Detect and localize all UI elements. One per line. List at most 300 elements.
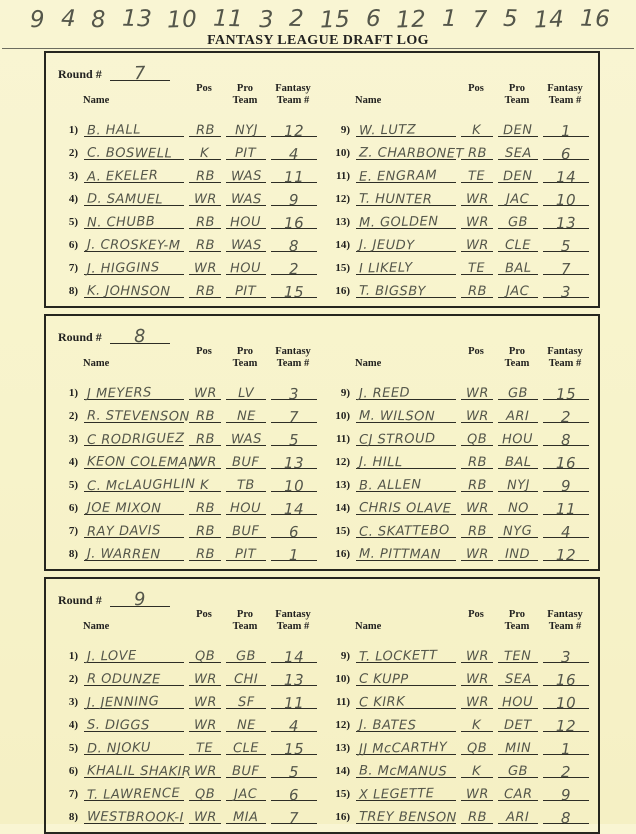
draft-pick-row — [58, 446, 316, 473]
position-field: WR — [461, 182, 493, 206]
header-pro-team: Pro Team — [504, 609, 530, 632]
draft-pick-row — [330, 275, 588, 302]
pro-team-field: HOU — [226, 491, 266, 515]
pro-team-field: JAC — [498, 182, 538, 206]
player-name-field: M. PITTMAN — [356, 537, 456, 561]
round-number-handwritten: 9 — [133, 588, 147, 611]
player-name-field: D. NJOKU — [84, 731, 184, 755]
draft-pick-row — [330, 160, 588, 187]
header-pro-team: Pro Team — [504, 83, 530, 106]
header-fantasy-team: Fantasy Team # — [275, 83, 311, 106]
pick-number-label: 11) — [335, 433, 350, 445]
position-field: WR — [461, 228, 493, 252]
position-field: WR — [189, 662, 221, 686]
pick-number-label: 2) — [68, 673, 78, 685]
position-field: RB — [189, 422, 221, 446]
fantasy-team-field: 2 — [543, 399, 589, 423]
pro-team-field: WAS — [226, 228, 266, 252]
player-name-field: M. GOLDEN — [356, 205, 456, 229]
fantasy-team-field: 14 — [271, 639, 317, 663]
draft-pick-row — [330, 446, 588, 473]
pick-number-label: 6) — [68, 502, 78, 514]
draft-pick-row — [58, 732, 316, 759]
pro-team-field: JAC — [498, 274, 538, 298]
position-field: RB — [189, 399, 221, 423]
fantasy-team-field: 5 — [271, 754, 317, 778]
pro-team-field: GB — [498, 205, 538, 229]
draft-pick-row — [330, 663, 588, 690]
player-name-field: B. ALLEN — [356, 468, 456, 492]
fantasy-team-field: 4 — [271, 708, 317, 732]
header-spacer — [330, 346, 350, 376]
pick-number-label: 7) — [68, 525, 78, 537]
header-name: Name — [83, 95, 110, 106]
header-spacer — [330, 609, 350, 639]
pro-team-field: HOU — [498, 685, 538, 709]
header-pos: Pos — [468, 346, 484, 357]
player-name-field: JJ McCARTHY — [356, 731, 456, 755]
draft-order-number: 15 — [319, 6, 351, 34]
position-field: RB — [189, 205, 221, 229]
draft-pick-row — [330, 229, 588, 256]
draft-order-number: 16 — [579, 5, 611, 33]
draft-pick-row — [58, 663, 316, 690]
pick-number-label: 4) — [68, 456, 78, 468]
position-field: WR — [189, 251, 221, 275]
fantasy-team-field: 12 — [543, 537, 589, 561]
fantasy-team-field: 10 — [543, 685, 589, 709]
pick-number-label: 13) — [335, 216, 350, 228]
pick-number-label: 16) — [335, 811, 350, 823]
fantasy-team-field: 8 — [543, 422, 589, 446]
player-name-field: K. JOHNSON — [84, 274, 184, 298]
header-spacer — [330, 83, 350, 113]
pro-team-field: BUF — [226, 514, 266, 538]
header-pos: Pos — [196, 346, 212, 357]
fantasy-team-field: 3 — [543, 274, 589, 298]
position-field: WR — [461, 639, 493, 663]
pro-team-field: MIA — [226, 800, 266, 824]
draft-pick-row — [330, 640, 588, 667]
pick-number-label: 1) — [68, 650, 78, 662]
draft-pick-row — [58, 778, 316, 805]
player-name-field: C. BOSWELL — [84, 136, 184, 160]
player-name-field: J. JENNING — [84, 685, 184, 709]
header-pos: Pos — [468, 83, 484, 94]
fantasy-team-field: 6 — [543, 136, 589, 160]
draft-pick-row — [58, 160, 316, 187]
round-section — [44, 314, 600, 571]
fantasy-team-field: 16 — [543, 445, 589, 469]
pick-number-label: 13) — [335, 742, 350, 754]
round-columns — [58, 346, 588, 565]
fantasy-team-field: 10 — [271, 468, 317, 492]
draft-pick-row — [58, 275, 316, 302]
draft-pick-row — [330, 114, 588, 141]
position-field: QB — [461, 422, 493, 446]
player-name-field: J. JEUDY — [356, 228, 456, 252]
pro-team-field: TB — [226, 468, 266, 492]
pro-team-field: WAS — [226, 422, 266, 446]
player-name-field: T. LAWRENCE — [84, 777, 184, 801]
draft-pick-row — [330, 732, 588, 759]
fantasy-team-field: 7 — [271, 399, 317, 423]
draft-order-number: 8 — [90, 6, 107, 34]
draft-pick-row — [330, 423, 588, 450]
header-spacer — [58, 346, 78, 376]
position-field: QB — [189, 639, 221, 663]
pro-team-field: CAR — [498, 777, 538, 801]
draft-pick-row — [58, 709, 316, 736]
position-field: TE — [461, 159, 493, 183]
draft-pick-row — [58, 229, 316, 256]
fantasy-team-field: 15 — [271, 731, 317, 755]
picks-group-left — [58, 83, 316, 302]
fantasy-team-field: 7 — [543, 251, 589, 275]
column-headers — [58, 83, 316, 113]
round-number-handwritten: 8 — [133, 325, 147, 348]
pick-number-label: 9) — [340, 387, 350, 399]
pick-number-label: 1) — [68, 124, 78, 136]
pro-team-field: SEA — [498, 136, 538, 160]
pro-team-field: NE — [226, 399, 266, 423]
draft-pick-row — [58, 801, 316, 828]
picks-group-left — [58, 346, 316, 565]
draft-order-number: 1 — [441, 5, 458, 33]
header-name: Name — [355, 358, 382, 369]
position-field: WR — [189, 376, 221, 400]
draft-pick-row — [58, 686, 316, 713]
position-field: QB — [189, 777, 221, 801]
pick-number-label: 16) — [335, 285, 350, 297]
round-number-line — [110, 588, 170, 611]
column-headers — [58, 346, 316, 376]
position-field: RB — [461, 274, 493, 298]
position-field: WR — [461, 685, 493, 709]
header-fantasy-team: Fantasy Team # — [275, 346, 311, 369]
column-headers — [330, 83, 588, 113]
pick-number-label: 5) — [68, 479, 78, 491]
header-pro-team: Pro Team — [504, 346, 530, 369]
draft-pick-row — [330, 206, 588, 233]
draft-pick-row — [58, 183, 316, 210]
column-headers — [58, 609, 316, 639]
round-columns — [58, 609, 588, 828]
fantasy-team-field: 5 — [543, 228, 589, 252]
player-name-field: S. DIGGS — [84, 708, 184, 732]
player-name-field: R. STEVENSON — [84, 399, 184, 423]
draft-pick-row — [330, 492, 588, 519]
pro-team-field: HOU — [226, 205, 266, 229]
pick-number-label: 2) — [68, 410, 78, 422]
player-name-field: J. HILL — [356, 445, 456, 469]
player-name-field: KEON COLEMAN — [84, 445, 184, 469]
round-label: Round # — [58, 67, 102, 81]
player-name-field: E. ENGRAM — [356, 159, 456, 183]
position-field: TE — [461, 251, 493, 275]
pro-team-field: LV — [226, 376, 266, 400]
title-rule — [2, 33, 634, 49]
player-name-field: C KUPP — [356, 662, 456, 686]
player-name-field: B. McMANUS — [356, 754, 456, 778]
pro-team-field: TEN — [498, 639, 538, 663]
pro-team-field: SEA — [498, 662, 538, 686]
pick-number-label: 15) — [335, 525, 350, 537]
pro-team-field: SF — [226, 685, 266, 709]
round-section — [44, 51, 600, 308]
pro-team-field: GB — [498, 754, 538, 778]
draft-pick-row — [58, 423, 316, 450]
pro-team-field: IND — [498, 537, 538, 561]
pro-team-field: GB — [226, 639, 266, 663]
pick-number-label: 12) — [335, 456, 350, 468]
pick-number-label: 4) — [68, 719, 78, 731]
round-label: Round # — [58, 593, 102, 607]
pick-number-label: 15) — [335, 788, 350, 800]
pick-number-label: 15) — [335, 262, 350, 274]
pick-number-label: 3) — [68, 433, 78, 445]
draft-pick-row — [330, 801, 588, 828]
draft-pick-row — [58, 114, 316, 141]
position-field: WR — [189, 182, 221, 206]
position-field: RB — [189, 491, 221, 515]
fantasy-team-field: 8 — [271, 228, 317, 252]
position-field: WR — [461, 376, 493, 400]
header-name: Name — [83, 358, 110, 369]
position-field: WR — [461, 537, 493, 561]
fantasy-team-field: 15 — [271, 274, 317, 298]
pro-team-field: NYG — [498, 514, 538, 538]
draft-order-number: 2 — [289, 5, 305, 33]
player-name-field: J. REED — [356, 376, 456, 400]
fantasy-team-field: 1 — [543, 113, 589, 137]
header-fantasy-team: Fantasy Team # — [547, 346, 583, 369]
player-name-field: JOE MIXON — [84, 491, 184, 515]
fantasy-team-field: 8 — [543, 800, 589, 824]
pick-number-label: 10) — [335, 147, 350, 159]
pro-team-field: GB — [498, 376, 538, 400]
fantasy-team-field: 5 — [271, 422, 317, 446]
pick-number-label: 12) — [335, 719, 350, 731]
round-label: Round # — [58, 330, 102, 344]
player-name-field: J. WARREN — [84, 537, 184, 561]
fantasy-team-field: 9 — [271, 182, 317, 206]
pro-team-field: BAL — [498, 445, 538, 469]
fantasy-team-field: 11 — [271, 685, 317, 709]
header-fantasy-team: Fantasy Team # — [547, 609, 583, 632]
draft-pick-row — [58, 377, 316, 404]
pro-team-field: NYJ — [498, 468, 538, 492]
header-name: Name — [355, 621, 382, 632]
fantasy-team-field: 16 — [543, 662, 589, 686]
player-name-field: T. HUNTER — [356, 182, 456, 206]
fantasy-team-field: 7 — [271, 800, 317, 824]
draft-pick-row — [330, 400, 588, 427]
position-field: RB — [461, 445, 493, 469]
draft-pick-row — [58, 206, 316, 233]
draft-pick-row — [58, 515, 316, 542]
draft-order-row — [0, 0, 636, 33]
position-field: RB — [189, 113, 221, 137]
pick-number-label: 9) — [340, 650, 350, 662]
player-name-field: C KIRK — [356, 685, 456, 709]
fantasy-team-field: 1 — [271, 537, 317, 561]
draft-pick-row — [330, 755, 588, 782]
fantasy-team-field: 14 — [543, 159, 589, 183]
position-field: RB — [461, 514, 493, 538]
fantasy-team-field: 10 — [543, 182, 589, 206]
fantasy-team-field: 9 — [543, 468, 589, 492]
position-field: WR — [461, 205, 493, 229]
player-name-field: R ODUNZE — [84, 662, 184, 686]
position-field: RB — [461, 468, 493, 492]
pro-team-field: DEN — [498, 113, 538, 137]
header-spacer — [58, 83, 78, 113]
draft-pick-row — [58, 400, 316, 427]
picks-group-left — [58, 609, 316, 828]
header-pos: Pos — [468, 609, 484, 620]
fantasy-team-field: 11 — [271, 159, 317, 183]
pro-team-field: HOU — [226, 251, 266, 275]
draft-pick-row — [330, 709, 588, 736]
position-field: RB — [461, 800, 493, 824]
draft-order-number: 10 — [167, 6, 199, 34]
draft-order-number: 9 — [29, 6, 46, 34]
player-name-field: D. SAMUEL — [84, 182, 184, 206]
position-field: QB — [461, 731, 493, 755]
position-field: WR — [189, 445, 221, 469]
round-header — [58, 320, 588, 348]
pro-team-field: PIT — [226, 274, 266, 298]
position-field: WR — [189, 708, 221, 732]
pick-number-label: 7) — [68, 262, 78, 274]
draft-pick-row — [330, 469, 588, 496]
draft-pick-row — [330, 137, 588, 164]
header-spacer — [58, 609, 78, 639]
pro-team-field: NYJ — [226, 113, 266, 137]
draft-order-number: 12 — [395, 6, 428, 34]
position-field: RB — [189, 159, 221, 183]
picks-group-right — [330, 83, 588, 302]
draft-order-number: 11 — [212, 5, 244, 33]
pick-number-label: 14) — [335, 239, 350, 251]
pick-number-label: 8) — [68, 548, 78, 560]
pick-number-label: 8) — [68, 285, 78, 297]
player-name-field: N. CHUBB — [84, 205, 184, 229]
position-field: WR — [461, 399, 493, 423]
fantasy-team-field: 9 — [543, 777, 589, 801]
draft-order-number: 5 — [502, 5, 519, 33]
round-number-line — [110, 62, 170, 85]
pro-team-field: NO — [498, 491, 538, 515]
header-fantasy-team: Fantasy Team # — [275, 609, 311, 632]
position-field: WR — [461, 662, 493, 686]
draft-order-number: 6 — [365, 5, 382, 33]
pro-team-field: BUF — [226, 754, 266, 778]
position-field: RB — [461, 136, 493, 160]
draft-pick-row — [330, 515, 588, 542]
fantasy-team-field: 12 — [271, 113, 317, 137]
position-field: K — [189, 468, 221, 492]
fantasy-team-field: 3 — [543, 639, 589, 663]
draft-pick-row — [330, 538, 588, 565]
pick-number-label: 7) — [68, 788, 78, 800]
player-name-field: M. WILSON — [356, 399, 456, 423]
player-name-field: CJ STROUD — [356, 422, 456, 446]
pro-team-field: ARI — [498, 399, 538, 423]
pick-number-label: 14) — [335, 765, 350, 777]
player-name-field: C RODRIGUEZ — [84, 422, 184, 446]
fantasy-team-field: 15 — [543, 376, 589, 400]
fantasy-team-field: 1 — [543, 731, 589, 755]
header-pos: Pos — [196, 83, 212, 94]
pro-team-field: DEN — [498, 159, 538, 183]
pick-number-label: 6) — [68, 765, 78, 777]
position-field: WR — [461, 777, 493, 801]
player-name-field: T. LOCKETT — [356, 639, 456, 663]
draft-pick-row — [330, 778, 588, 805]
player-name-field: W. LUTZ — [356, 113, 456, 137]
player-name-field: J. LOVE — [84, 639, 184, 663]
pick-number-label: 14) — [335, 502, 350, 514]
pro-team-field: CHI — [226, 662, 266, 686]
position-field: WR — [189, 685, 221, 709]
player-name-field: A. EKELER — [84, 159, 184, 183]
position-field: K — [461, 708, 493, 732]
pick-number-label: 3) — [68, 696, 78, 708]
round-header — [58, 57, 588, 85]
player-name-field: J. BATES — [356, 708, 456, 732]
pick-number-label: 3) — [68, 170, 78, 182]
position-field: K — [189, 136, 221, 160]
fantasy-team-field: 13 — [543, 205, 589, 229]
player-name-field: I LIKELY — [356, 251, 456, 275]
fantasy-team-field: 11 — [543, 491, 589, 515]
draft-pick-row — [58, 137, 316, 164]
header-fantasy-team: Fantasy Team # — [547, 83, 583, 106]
pro-team-field: NE — [226, 708, 266, 732]
pro-team-field: CLE — [226, 731, 266, 755]
player-name-field: J. CROSKEY-M — [84, 228, 184, 252]
pick-number-label: 10) — [335, 410, 350, 422]
pick-number-label: 1) — [68, 387, 78, 399]
pro-team-field: BUF — [226, 445, 266, 469]
pro-team-field: JAC — [226, 777, 266, 801]
player-name-field: WESTBROOK-I — [84, 800, 184, 824]
draft-pick-row — [330, 377, 588, 404]
fantasy-team-field: 3 — [271, 376, 317, 400]
pro-team-field: BAL — [498, 251, 538, 275]
header-pro-team: Pro Team — [232, 346, 258, 369]
pro-team-field: CLE — [498, 228, 538, 252]
player-name-field: T. BIGSBY — [356, 274, 456, 298]
position-field: K — [461, 113, 493, 137]
header-pro-team: Pro Team — [232, 609, 258, 632]
fantasy-team-field: 2 — [543, 754, 589, 778]
player-name-field: C. McLAUGHLIN — [84, 468, 184, 492]
player-name-field: Z. CHARBONET — [356, 136, 456, 160]
column-headers — [330, 346, 588, 376]
draft-pick-row — [330, 183, 588, 210]
position-field: WR — [189, 754, 221, 778]
pick-number-label: 16) — [335, 548, 350, 560]
draft-pick-row — [58, 538, 316, 565]
fantasy-team-field: 13 — [271, 662, 317, 686]
player-name-field: J MEYERS — [84, 376, 184, 400]
draft-order-number: 7 — [472, 6, 489, 34]
draft-pick-row — [58, 492, 316, 519]
pick-number-label: 4) — [68, 193, 78, 205]
